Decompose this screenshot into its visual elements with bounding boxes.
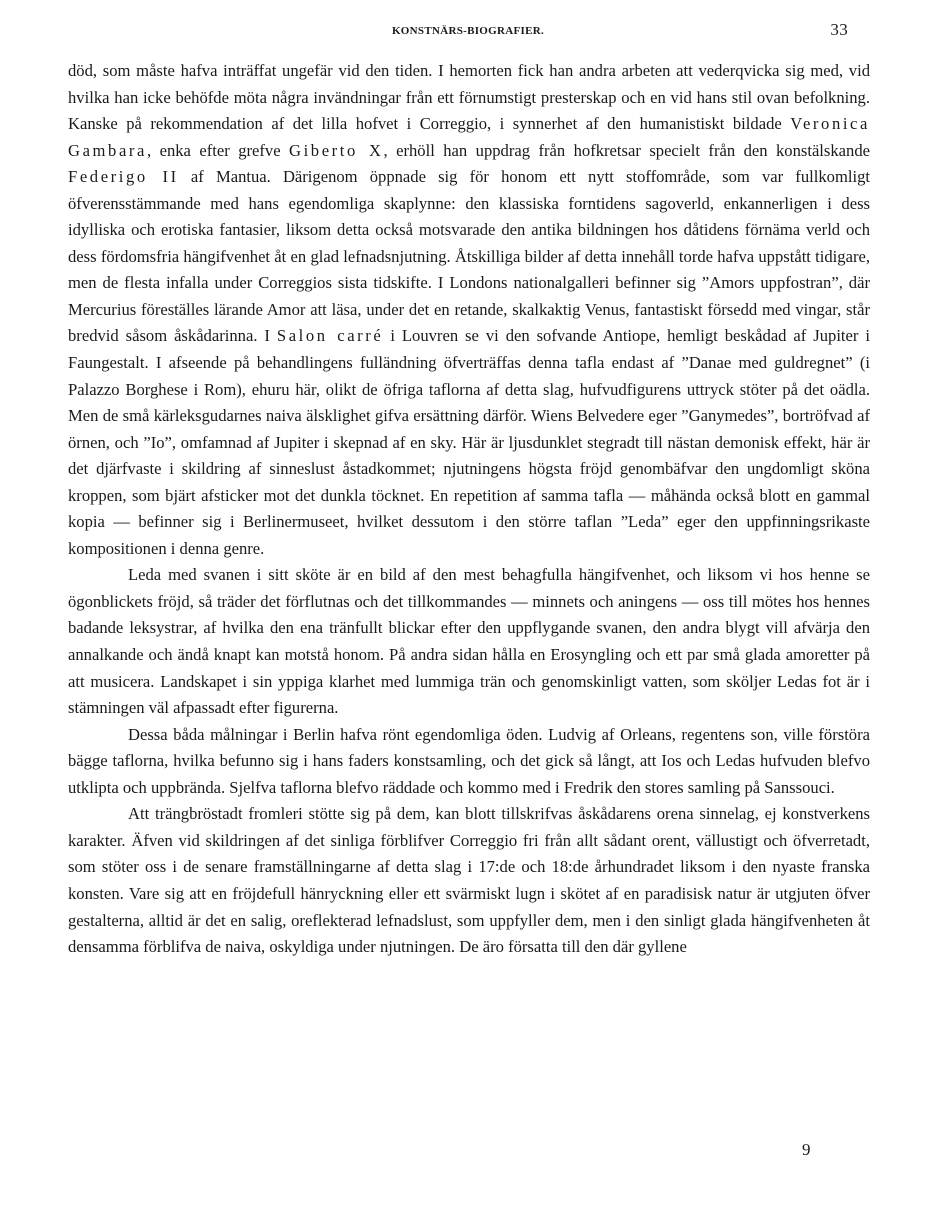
paragraph-2: [68, 562, 870, 721]
paragraph-3: [68, 722, 870, 802]
text-run: , erhöll han uppdrag från hofkretsar specielt från den konstälskande: [383, 140, 870, 160]
text-run: , enka efter grefve: [147, 140, 290, 160]
signature-mark: 9: [802, 1140, 811, 1159]
spaced-name-veronica-gambara: Veronica Gambara: [68, 114, 870, 160]
paragraph-4: [68, 801, 870, 960]
text-run: Att trängbröstadt fromleri stötte sig på dem, kan blott tillskrifvas åskådarens orena sinnelag, ej konstverkens karakter. Äfven vid skildringen af det sinliga förblifver Correggio fri från allt sådant orent, vällustigt och öfverretadt, som stöter oss i de senare framställningarne af detta slag i 17:de och 18:de århundradet liksom i den nyaste franska konsten. Vare sig att en fröjdefull hänryckning eller ett svärmiskt lugn i skötet af en paradisisk natur är utgjuten öfver gestalterna, alltid är det en salig, oreflekterad lefnadslust, som uppfyller dem, men i den sinligt glada hängifvenheten åt densamma förblifva de naiva, oskyldiga under njutningen. De äro försatta till den där gyllene: [68, 804, 870, 957]
text-run: i Louvren se vi den sofvande Antiope, hemligt beskådad af Jupiter i Faungestalt. I afseende på behandlingens fulländning öfverträffas denna tafla endast af ”Danae med guldregnet” (i Palazzo Borghese i Rom), ehuru här, olikt de öfriga taflorna af detta slag, hufvudfigurens uttryck stöter på det oädla. Men de små kärleksgudarnes naiva älsklighet gifva ersättning därför. Wiens Belvedere eger ”Ganymedes”, bortröfvad af örnen, och ”Io”, omfamnad af Jupiter i skepnad af en sky. Här är ljusdunklet stegradt till nästan demonisk effekt, här är det djärfvaste i skildring af sinneslust åstadkommet; njutningens högsta fröjd genombäfvar den ungdomligt sköna kroppen, som bjärt afsticker mot det dunkla töcknet. En repetition af samma tafla — måhända också blott en gammal kopia — befinner sig i Berlinermuseet, hvilket dessutom i den större taflan ”Leda” eger den uppfinningsrikaste kompositionen i denna genre.: [68, 326, 870, 558]
page-number: 33: [830, 20, 848, 39]
spaced-name-federigo: Federigo II: [68, 167, 179, 187]
spaced-term-salon-carre: Salon carré: [276, 326, 384, 346]
text-run: Leda med svanen i sitt sköte är en bild af den mest behagfulla hängifvenhet, och liksom vi hos henne se ögonblickets fröjd, så träder det förflutnas och det tillkommandes — minnets och aningens — oss till mötes hos hennes badande leksystrar, af hvilka den ena tränfullt blickar efter den uppflygande svanen, den andra blygt vill afvärja den annalkande och ändå knapt kan motstå honom. På andra sidan hålla en Erosyngling och ett par små glada amoretter på att musicera. Landskapet i sin yppiga klarhet med lummiga trän och genomskinligt vatten, som sköljer Ledas fot är i stämningen väl afpassadt efter figurerna.: [68, 565, 870, 718]
running-head: [0, 22, 936, 42]
paragraph-1: [68, 58, 870, 562]
body-text: [68, 58, 870, 961]
spaced-name-giberto: Giberto X: [289, 140, 384, 160]
text-run: af Mantua. Därigenom öppnade sig för honom ett nytt stoffområde, som var fullkomligt öfverensstämmande med hans egendomliga skaplynne: den klassiska forntidens sagoverld, enkannerligen i dess idylliska och erotiska fantasier, liksom detta också motsvarade den antika bildningen hos dåtidens förnäma verld och dess fördomsfria hängifvenhet åt en glad lefnadsnjutning. Åtskilliga bilder af detta innehåll torde hafva uppstått tidigare, men de flesta infalla under Correggios sista tidskifte. I Londons nationalgalleri befinner sig ”Amors uppfostran”, där Mercurius föreställes lärande Amor att läsa, under det en retande, skalkaktig Venus, fantastiskt försedd med vingar, står bredvid såsom åskådarinna. I: [68, 167, 870, 346]
text-run: Dessa båda målningar i Berlin hafva rönt egendomliga öden. Ludvig af Orleans, regentens son, ville förstöra bägge taflorna, hvilka befunno sig i hans faders konstsamling, och det gick så långt, att Ios och Ledas hufvuden blefvo utklipta och uppbrända. Sjelfva taflorna blefvo räddade och kommo med i Fredrik den stores samling på Sanssouci.: [68, 724, 870, 797]
running-title: KONSTNÄRS-BIOGRAFIER.: [391, 25, 545, 37]
text-run: död, som måste hafva inträffat ungefär vid den tiden. I hemorten fick han andra arbeten att vederqvicka sig med, vid hvilka han icke behöfde möta några invändningar från ett förnumstigt presterskap och en vid hans stil ovan befolkning. Kanske på rekommendation af det lilla hofvet i Correggio, i synnerhet af den humanistiskt bildade: [68, 61, 870, 134]
